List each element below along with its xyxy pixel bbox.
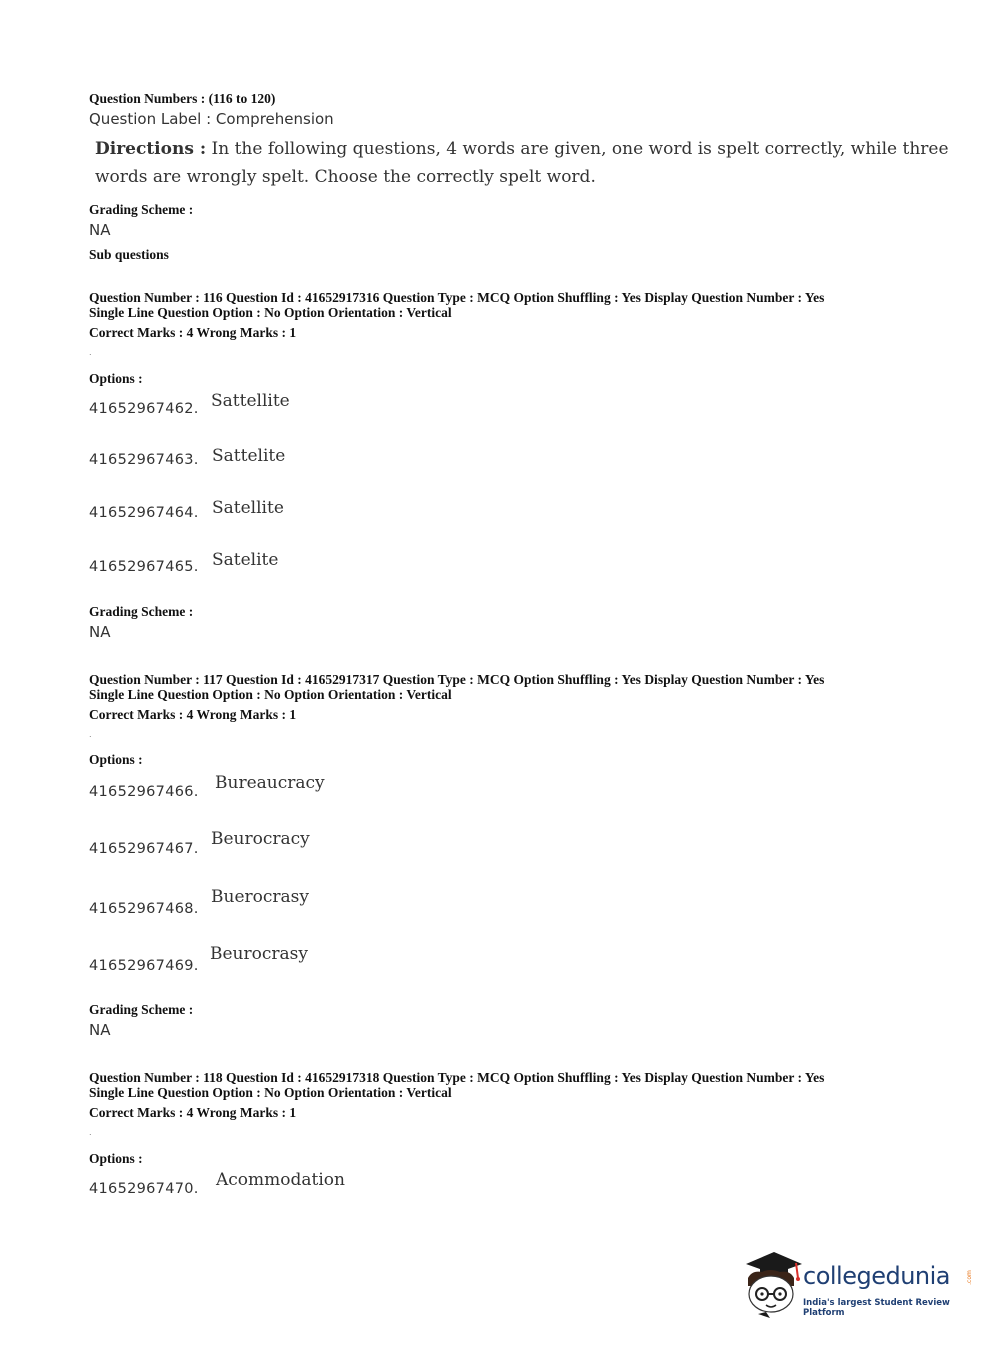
option-id: 41652967464. — [89, 505, 199, 521]
placeholder-dot: . — [89, 730, 92, 739]
option-id: 41652967470. — [89, 1181, 199, 1197]
question-label: Question Label : Comprehension — [89, 110, 334, 128]
sub-questions-label: Sub questions — [89, 247, 169, 262]
option-text[interactable]: Acommodation — [216, 1170, 345, 1190]
directions-text-2: words are wrongly spelt. Choose the correctly spelt word. — [95, 167, 596, 187]
option-id: 41652967468. — [89, 901, 199, 917]
option-id: 41652967466. — [89, 784, 199, 800]
grading-scheme-value-117: NA — [89, 1021, 111, 1039]
option-id: 41652967463. — [89, 452, 199, 468]
logo-suffix: .com — [965, 1270, 973, 1285]
mascot-icon — [740, 1248, 802, 1320]
logo-wordmark: collegedunia — [803, 1262, 951, 1290]
option-text[interactable]: Beurocrasy — [210, 944, 308, 964]
question-marks-118: Correct Marks : 4 Wrong Marks : 1 — [89, 1105, 297, 1120]
question-meta-116: Question Number : 116 Question Id : 41652917316 Question Type : MCQ Option Shuffling : Yes Display Question Number : Yes — [89, 290, 825, 305]
options-label-116: Options : — [89, 371, 143, 386]
question-meta-118-line2: Single Line Question Option : No Option Orientation : Vertical — [89, 1085, 452, 1100]
option-text[interactable]: Satellite — [212, 498, 284, 518]
question-numbers: Question Numbers : (116 to 120) — [89, 91, 276, 106]
option-text[interactable]: Sattellite — [211, 391, 290, 411]
collegedunia-logo[interactable] — [740, 1248, 973, 1323]
options-label-118: Options : — [89, 1151, 143, 1166]
option-text[interactable]: Sattelite — [212, 446, 286, 466]
option-text[interactable]: Satelite — [212, 550, 279, 570]
option-id: 41652967469. — [89, 958, 199, 974]
option-text[interactable]: Bureaucracy — [215, 773, 325, 793]
question-marks-117: Correct Marks : 4 Wrong Marks : 1 — [89, 707, 297, 722]
grading-scheme-label-116: Grading Scheme : — [89, 604, 194, 619]
grading-scheme-label: Grading Scheme : — [89, 202, 194, 217]
option-id: 41652967465. — [89, 559, 199, 575]
question-meta-117: Question Number : 117 Question Id : 41652917317 Question Type : MCQ Option Shuffling : Yes Display Question Number : Yes — [89, 672, 825, 687]
options-label-117: Options : — [89, 752, 143, 767]
placeholder-dot: . — [89, 1128, 92, 1137]
option-text[interactable]: Buerocrasy — [211, 887, 309, 907]
question-meta-116-line2: Single Line Question Option : No Option Orientation : Vertical — [89, 305, 452, 320]
grading-scheme-value-116: NA — [89, 623, 111, 641]
question-marks-116: Correct Marks : 4 Wrong Marks : 1 — [89, 325, 297, 340]
question-meta-117-line2: Single Line Question Option : No Option Orientation : Vertical — [89, 687, 452, 702]
grading-scheme-value: NA — [89, 221, 111, 239]
option-text[interactable]: Beurocracy — [211, 829, 310, 849]
directions — [95, 139, 949, 159]
grading-scheme-label-117: Grading Scheme : — [89, 1002, 194, 1017]
directions-text-1: In the following questions, 4 words are given, one word is spelt correctly, while three — [211, 139, 949, 159]
question-meta-118: Question Number : 118 Question Id : 41652917318 Question Type : MCQ Option Shuffling : Yes Display Question Number : Yes — [89, 1070, 825, 1085]
option-id: 41652967467. — [89, 841, 199, 857]
directions-label: Directions : — [95, 139, 207, 159]
placeholder-dot: . — [89, 348, 92, 357]
option-id: 41652967462. — [89, 401, 199, 417]
logo-tagline: India's largest Student Review Platform — [803, 1298, 950, 1318]
